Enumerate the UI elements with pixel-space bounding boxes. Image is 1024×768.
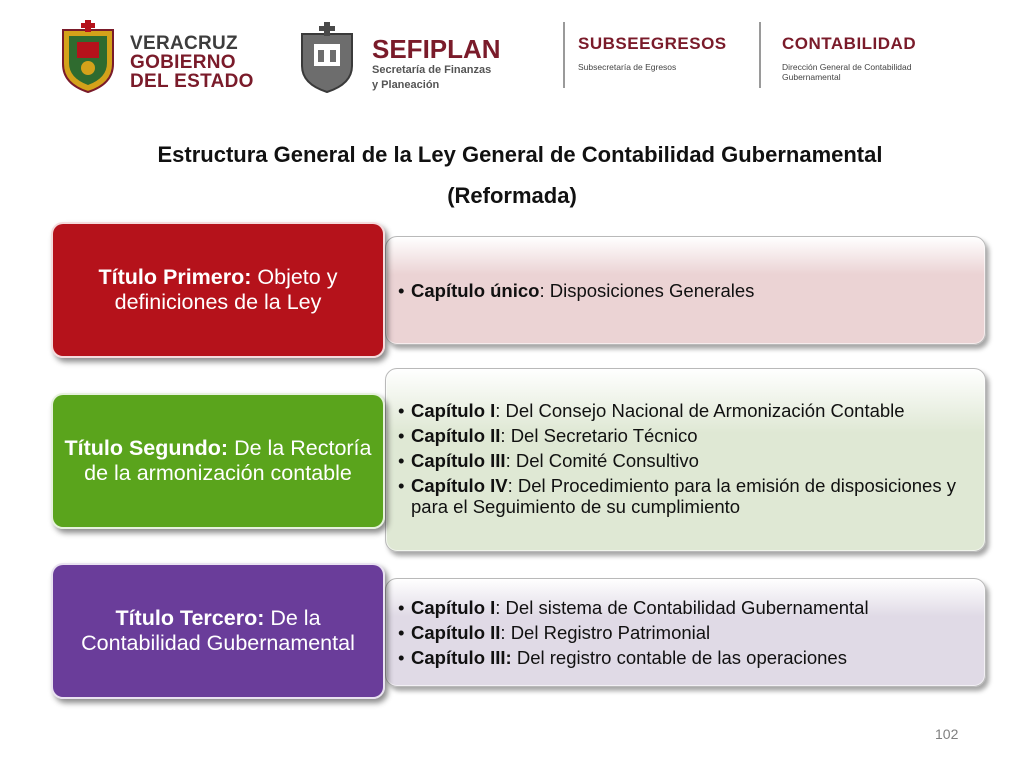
- chapter-name: Capítulo III: [411, 449, 506, 471]
- header-divider-1: [563, 22, 565, 88]
- chapter-name: Capítulo IV: [411, 474, 508, 496]
- row-2-title-desc: De la Rectoría de la armonización contable: [84, 436, 372, 485]
- subseegresos-title: SUBSEEGRESOS: [578, 34, 727, 53]
- slide-subtitle: (Reformada): [447, 183, 577, 208]
- chapter-desc: : Del sistema de Contabilidad Gubernamental: [495, 597, 869, 618]
- chapter-item: [400, 595, 869, 620]
- veracruz-line1: VERACRUZ: [130, 33, 238, 54]
- veracruz-line2: GOBIERNO: [130, 52, 236, 73]
- subseegresos-block: [578, 34, 758, 72]
- chapter-desc: Del registro contable de las operaciones: [511, 647, 847, 668]
- sefiplan-sub1: Secretaría de Finanzas: [372, 64, 492, 76]
- page-number: 102: [935, 726, 959, 742]
- sefiplan-name: SEFIPLAN: [372, 34, 501, 64]
- row-3-title-label: Título Tercero:: [115, 606, 265, 630]
- veracruz-shield-logo: [57, 20, 119, 94]
- row-2-title-box: [51, 393, 385, 529]
- chapter-desc: : Del Secretario Técnico: [500, 424, 698, 446]
- chapter-item: [400, 645, 869, 670]
- row-3-title-box: [51, 563, 385, 699]
- chapter-name: Capítulo II: [411, 424, 501, 446]
- row-3-chapter-list: [386, 595, 869, 670]
- chapter-desc: : Del Registro Patrimonial: [500, 622, 711, 643]
- chapter-desc: : Del Consejo Nacional de Armonización Contable: [495, 399, 905, 421]
- contabilidad-title: CONTABILIDAD: [782, 34, 917, 53]
- chapter-item: [400, 475, 985, 517]
- row-3-chapter-panel: [385, 578, 986, 687]
- row-1-chapter-list: [386, 279, 754, 302]
- row-2-chapter-panel: [385, 368, 986, 552]
- subseegresos-sub: Subsecretaría de Egresos: [578, 62, 677, 72]
- veracruz-line3: DEL ESTADO: [130, 71, 254, 92]
- row-3-title-desc: De la Contabilidad Gubernamental: [81, 606, 355, 655]
- row-1-title-desc: Objeto y definiciones de la Ley: [114, 265, 338, 314]
- row-1-title-box: [51, 222, 385, 358]
- row-2-chapter-list: [386, 400, 985, 517]
- chapter-name: Capítulo II: [411, 622, 501, 643]
- chapter-item: [400, 425, 985, 446]
- header-divider-2: [759, 22, 761, 88]
- veracruz-wordmark: [130, 34, 254, 91]
- chapter-item: [400, 400, 985, 421]
- row-1-title-label: Título Primero:: [98, 265, 252, 289]
- sefiplan-wordmark: [372, 36, 501, 92]
- chapter-item: [400, 279, 754, 302]
- row-2-title-label: Título Segundo:: [64, 436, 229, 460]
- chapter-name: Capítulo único: [411, 280, 540, 301]
- chapter-desc: : Disposiciones Generales: [539, 280, 755, 301]
- chapter-name: Capítulo I: [411, 399, 496, 421]
- chapter-name: Capítulo I: [411, 597, 496, 618]
- chapter-desc: : Del Comité Consultivo: [505, 449, 699, 471]
- chapter-desc: : Del Procedimiento para la emisión de disposiciones y para el Seguimiento de su cumplimiento: [411, 474, 956, 517]
- chapter-item: [400, 620, 869, 645]
- row-1-chapter-panel: [385, 236, 986, 345]
- chapter-name: Capítulo III:: [411, 647, 512, 668]
- contabilidad-block: [782, 34, 954, 82]
- chapter-item: [400, 450, 985, 471]
- sefiplan-sub2: y Planeación: [372, 79, 440, 91]
- slide-title: Estructura General de la Ley General de Contabilidad Gubernamental: [157, 142, 883, 167]
- sefiplan-shield-logo: [296, 22, 358, 94]
- contabilidad-sub: Dirección General de Contabilidad Gubernamental: [782, 62, 912, 82]
